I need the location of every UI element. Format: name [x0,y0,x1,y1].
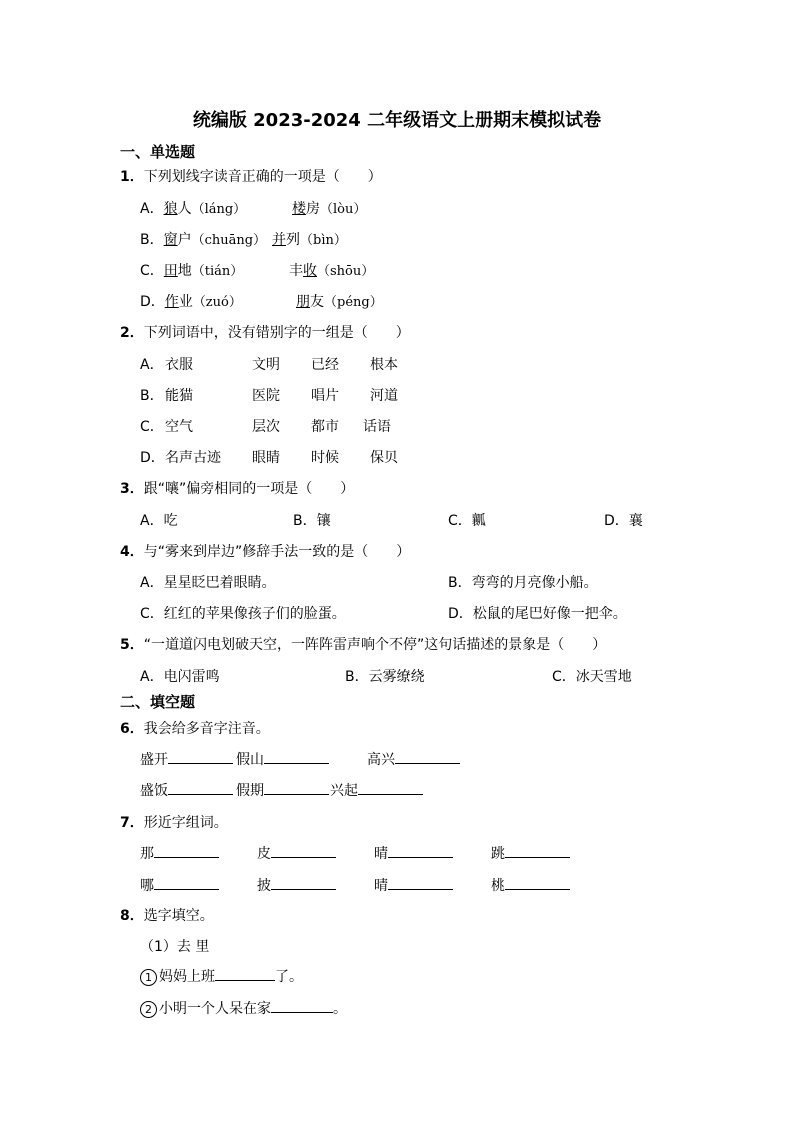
option-char: 友 [310,294,324,310]
q4-option-a: A．星星眨巴着眼睛。 [140,575,276,591]
similar-char: 晴 [374,878,388,894]
question-4 [120,541,410,561]
similar-char: 桃 [491,878,505,894]
q5-option-b: B．云雾缭绕 [345,669,425,685]
pinyin: （chuāng） [191,233,267,248]
question-text: 下列词语中，没有错别字的一组是（ ） [143,325,410,341]
option-char: 地 [177,263,192,279]
question-1 [120,166,382,186]
answer-blank[interactable] [154,875,219,890]
q5-option-a: A．电闪雷鸣 [140,669,220,685]
q7-item [491,843,570,863]
q1-option-a [140,198,246,218]
option-char: 丰 [289,263,303,279]
question-text: 跟“嚷”偏旁相同的一项是（ ） [143,481,355,497]
similar-char: 披 [257,878,271,894]
q6-item [367,749,460,769]
q2-word: 名声古迹 [165,450,221,466]
underlined-char: 作 [164,294,179,310]
option-label: C． [140,263,164,279]
question-text: 与“雾来到岸边”修辞手法一致的是（ ） [143,544,411,560]
question-2 [120,322,410,342]
q1-option-c [140,260,243,280]
polyphone-word: 假期 [236,783,264,799]
q6-item [330,780,423,800]
q2-word: 空气 [165,419,193,435]
q4-option-c: C．红红的苹果像孩子们的脸蛋。 [140,606,346,622]
q1-option-b-word2 [272,229,347,249]
q2-word: 根本 [370,357,398,373]
underlined-char: 朋 [296,294,310,310]
question-6 [120,718,270,738]
q7-item [374,875,453,895]
question-5 [120,634,606,654]
q2-word: 保贝 [370,450,398,466]
answer-blank[interactable] [168,780,233,795]
q6-item [236,749,329,769]
sentence-start: 小明一个人呆在家 [159,1001,271,1017]
q1-option-b [140,229,266,249]
answer-blank[interactable] [168,749,233,764]
answer-blank[interactable] [264,780,329,795]
q8-item-1 [140,966,303,986]
q1-option-d-word2 [296,291,383,311]
circled-number: 1 [140,969,157,986]
option-label: B． [140,232,164,248]
polyphone-word: 假山 [236,752,264,768]
option-char: 人 [177,201,192,217]
pinyin: （lòu） [320,202,367,217]
question-number: 8． [120,908,144,924]
q2-word: 时候 [311,450,339,466]
sentence-end: 了。 [275,969,303,985]
q7-item [140,843,219,863]
q2-word: 层次 [252,419,280,435]
q3-option-c: C．瓤 [448,513,486,529]
answer-blank[interactable] [215,966,275,981]
option-label: A． [140,201,164,217]
q7-item [491,875,570,895]
q2-option-label: D． [140,450,165,466]
question-number: 2． [120,325,144,341]
answer-blank[interactable] [271,998,333,1013]
answer-blank[interactable] [264,749,329,764]
answer-blank[interactable] [388,875,453,890]
question-number: 3． [120,481,144,497]
pinyin: （shōu） [317,264,375,279]
answer-blank[interactable] [271,843,336,858]
question-text: 选字填空。 [143,908,214,924]
question-text: 形近字组词。 [143,815,228,831]
q2-option-label: B． [140,388,164,404]
similar-char: 哪 [140,878,154,894]
polyphone-word: 兴起 [330,783,358,799]
pinyin: （tián） [191,264,244,279]
q8-item-2 [140,998,347,1018]
question-text: 下列划线字读音正确的一项是（ ） [143,169,382,185]
option-char: 房 [306,201,320,217]
q5-option-c: C．冰天雪地 [552,669,632,685]
answer-blank[interactable] [395,749,460,764]
polyphone-word: 盛饭 [140,783,168,799]
q2-word: 衣服 [165,357,193,373]
q2-word: 能猫 [165,388,193,404]
option-char: 业 [178,294,193,310]
q4-option-d: D．松鼠的尾巴好像一把伞。 [448,606,627,622]
q8-sub-question: （1）去 里 [140,939,210,955]
circled-number: 2 [140,1001,157,1018]
question-number: 7． [120,815,144,831]
q2-word: 医院 [252,388,280,404]
pinyin: （láng） [191,202,247,217]
q7-item [374,843,453,863]
sentence-end: 。 [333,1001,347,1017]
q7-item [257,843,336,863]
pinyin: （zuó） [192,295,242,310]
answer-blank[interactable] [388,843,453,858]
similar-char: 跳 [491,846,505,862]
answer-blank[interactable] [358,780,423,795]
polyphone-word: 高兴 [367,752,395,768]
question-7 [120,812,228,832]
q1-option-d [140,291,242,311]
q2-option-label: C． [140,419,164,435]
q7-item [257,875,336,895]
polyphone-word: 盛开 [140,752,168,768]
underlined-char: 窗 [163,232,178,248]
option-char: 列 [286,232,300,248]
page-title: 统编版 2023-2024 二年级语文上册期末模拟试卷 [192,110,602,131]
q2-word: 眼睛 [252,450,280,466]
question-text: 我会给多音字注音。 [143,721,270,737]
similar-char: 皮 [257,846,271,862]
section-heading-single-choice: 一、单选题 [120,143,196,161]
pinyin: （péng） [324,295,383,310]
answer-blank[interactable] [505,843,570,858]
q2-option-label: A． [140,357,164,373]
section-heading-fill-in: 二、填空题 [120,693,196,711]
answer-blank[interactable] [154,843,219,858]
pinyin: （bìn） [300,233,347,248]
underlined-char: 收 [303,263,317,279]
question-8 [120,905,214,925]
q6-item [140,780,233,800]
q2-word: 已经 [311,357,339,373]
option-label: D． [140,294,165,310]
similar-char: 晴 [374,846,388,862]
q7-item [140,875,219,895]
q3-option-d: D．襄 [604,513,643,529]
underlined-char: 并 [272,232,286,248]
q2-word: 唱片 [311,388,339,404]
underlined-char: 田 [163,263,178,279]
option-char: 户 [177,232,192,248]
q6-item [236,780,329,800]
similar-char: 那 [140,846,154,862]
q4-option-b: B．弯弯的月亮像小船。 [448,575,598,591]
underlined-char: 狼 [163,201,178,217]
q3-option-b: B．镶 [293,513,331,529]
q2-word: 都市 [311,419,339,435]
q2-word: 河道 [370,388,398,404]
question-3 [120,478,354,498]
q3-option-a: A．吃 [140,513,178,529]
question-text: “一道道闪电划破天空，一阵阵雷声响个不停”这句话描述的景象是（ ） [143,637,607,653]
question-number: 4． [120,544,144,560]
q1-option-a-word2 [292,198,366,218]
q2-word: 文明 [252,357,280,373]
answer-blank[interactable] [505,875,570,890]
question-number: 5． [120,637,144,653]
sentence-start: 妈妈上班 [159,969,215,985]
question-number: 1． [120,169,144,185]
underlined-char: 楼 [292,201,306,217]
q6-item [140,749,233,769]
q2-word: 话语 [363,419,391,435]
answer-blank[interactable] [271,875,336,890]
q1-option-c-word2 [289,260,374,280]
question-number: 6． [120,721,144,737]
